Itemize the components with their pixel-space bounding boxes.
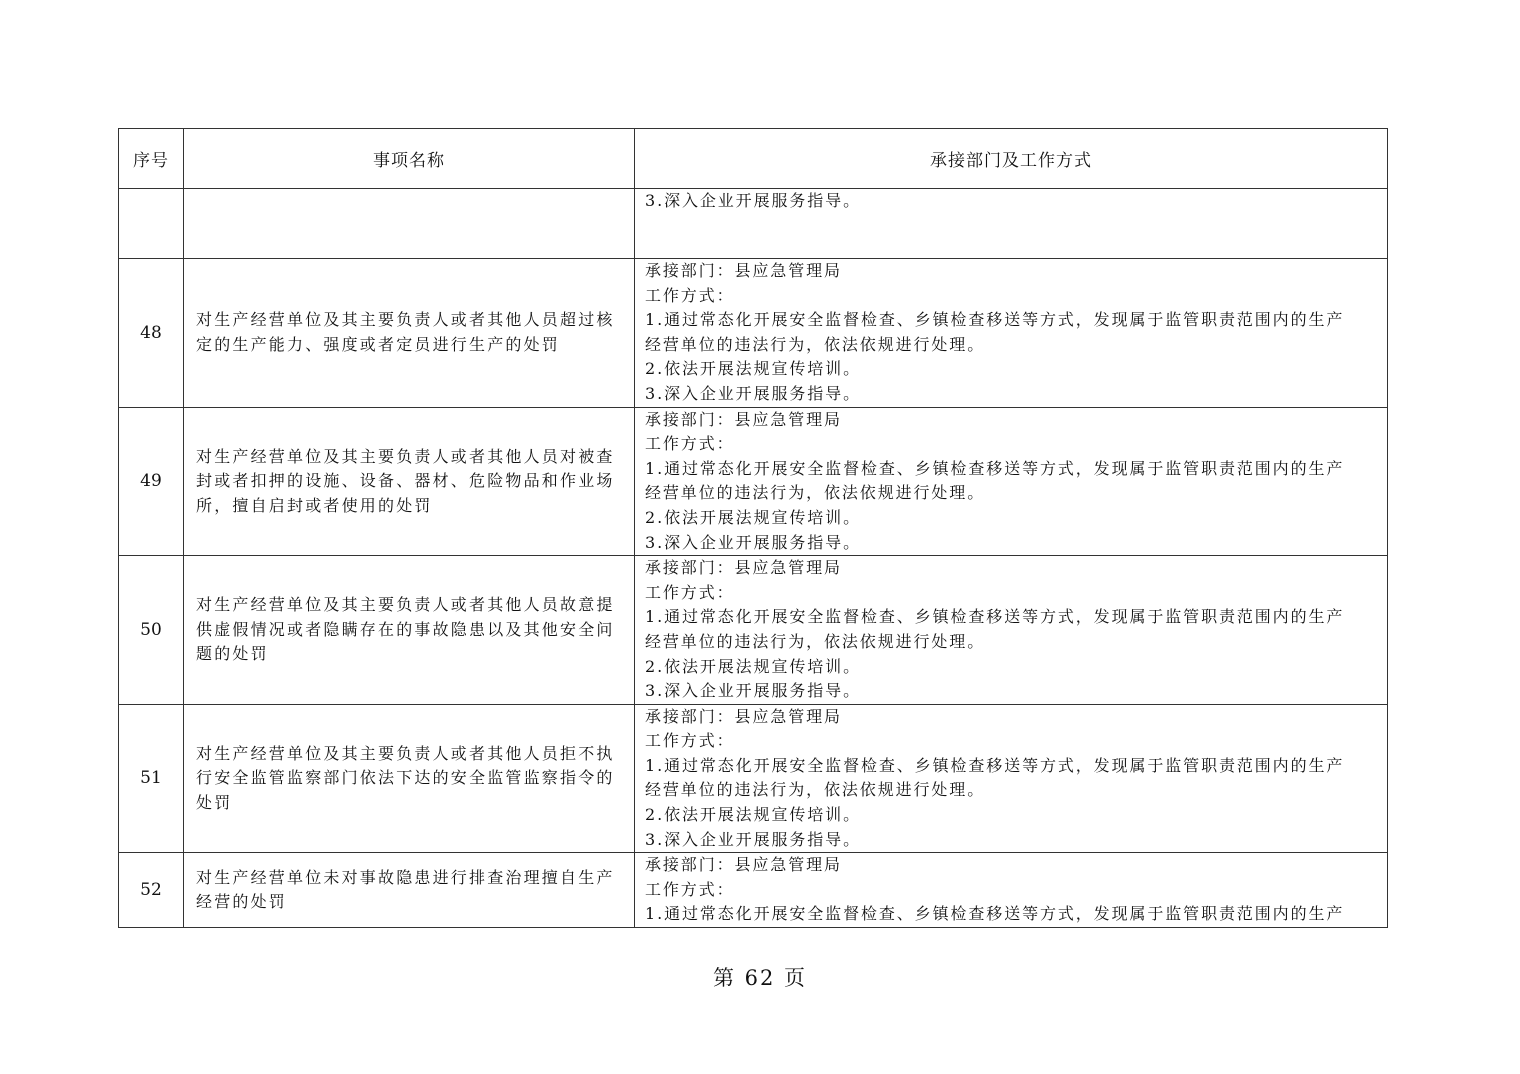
row-method xyxy=(635,189,1388,259)
method-line: 经营单位的违法行为，依法依规进行处理。 xyxy=(645,780,986,800)
row-number: 50 xyxy=(119,556,184,705)
table-row xyxy=(119,259,1388,408)
row-item-name: 对生产经营单位及其主要负责人或者其他人员对被查封或者扣押的设施、设备、器材、危险物品和作业场所，擅自启封或者使用的处罚 xyxy=(184,407,635,556)
table-row xyxy=(119,407,1388,556)
method-line: 3.深入企业开展服务指导。 xyxy=(645,383,861,403)
method-line: 经营单位的违法行为，依法依规进行处理。 xyxy=(645,483,986,503)
method-heading-line: 工作方式： xyxy=(645,879,735,899)
row-number xyxy=(119,189,184,259)
method-line: 1.通过常态化开展安全监督检查、乡镇检查移送等方式，发现属于监管职责范围内的生产 xyxy=(645,310,1345,330)
row-item-name: 对生产经营单位及其主要负责人或者其他人员故意提供虚假情况或者隐瞒存在的事故隐患以及其他安全问题的处罚 xyxy=(184,556,635,705)
method-heading-line: 工作方式： xyxy=(645,582,735,602)
method-line: 3.深入企业开展服务指导。 xyxy=(645,191,861,210)
method-line: 2.依法开展法规宣传培训。 xyxy=(645,359,861,379)
page-number: 第 62 页 xyxy=(712,966,808,990)
method-line: 3.深入企业开展服务指导。 xyxy=(645,829,861,849)
row-number: 49 xyxy=(119,407,184,556)
method-line: 2.依法开展法规宣传培训。 xyxy=(645,805,861,825)
method-heading-line: 工作方式： xyxy=(645,434,735,454)
method-department-line: 承接部门：县应急管理局 xyxy=(645,558,842,578)
header-no: 序号 xyxy=(119,129,184,189)
row-item-name: 对生产经营单位及其主要负责人或者其他人员超过核定的生产能力、强度或者定员进行生产的处罚 xyxy=(184,259,635,408)
method-department-line: 承接部门：县应急管理局 xyxy=(645,261,842,280)
row-method xyxy=(635,853,1388,928)
row-method xyxy=(635,407,1388,556)
row-method xyxy=(635,704,1388,853)
table-row xyxy=(119,704,1388,853)
items-table xyxy=(118,128,1388,928)
header-name: 事项名称 xyxy=(184,129,635,189)
row-number: 52 xyxy=(119,853,184,928)
method-department-line: 承接部门：县应急管理局 xyxy=(645,855,842,875)
table-row-continuation xyxy=(119,189,1388,259)
header-method: 承接部门及工作方式 xyxy=(635,129,1388,189)
method-line: 经营单位的违法行为，依法依规进行处理。 xyxy=(645,631,986,651)
row-method xyxy=(635,556,1388,705)
row-number: 51 xyxy=(119,704,184,853)
table-row xyxy=(119,853,1388,928)
row-item-name: 对生产经营单位未对事故隐患进行排查治理擅自生产经营的处罚 xyxy=(184,853,635,928)
table-row xyxy=(119,556,1388,705)
row-item-name xyxy=(184,189,635,259)
method-line: 1.通过常态化开展安全监督检查、乡镇检查移送等方式，发现属于监管职责范围内的生产 xyxy=(645,458,1345,478)
row-method xyxy=(635,259,1388,408)
method-line: 2.依法开展法规宣传培训。 xyxy=(645,507,861,527)
method-heading-line: 工作方式： xyxy=(645,731,735,751)
method-department-line: 承接部门：县应急管理局 xyxy=(645,706,842,726)
row-item-name: 对生产经营单位及其主要负责人或者其他人员拒不执行安全监管监察部门依法下达的安全监管监察指令的处罚 xyxy=(184,704,635,853)
method-line: 3.深入企业开展服务指导。 xyxy=(645,532,861,552)
method-line: 2.依法开展法规宣传培训。 xyxy=(645,656,861,676)
method-line: 3.深入企业开展服务指导。 xyxy=(645,681,861,701)
method-heading-line: 工作方式： xyxy=(645,285,735,305)
row-number: 48 xyxy=(119,259,184,408)
method-line: 1.通过常态化开展安全监督检查、乡镇检查移送等方式，发现属于监管职责范围内的生产 xyxy=(645,904,1345,924)
method-line: 经营单位的违法行为，依法依规进行处理。 xyxy=(645,334,986,354)
table-header-row xyxy=(119,129,1388,189)
method-department-line: 承接部门：县应急管理局 xyxy=(645,409,842,429)
method-line: 1.通过常态化开展安全监督检查、乡镇检查移送等方式，发现属于监管职责范围内的生产 xyxy=(645,755,1345,775)
method-line: 1.通过常态化开展安全监督检查、乡镇检查移送等方式，发现属于监管职责范围内的生产 xyxy=(645,607,1345,627)
